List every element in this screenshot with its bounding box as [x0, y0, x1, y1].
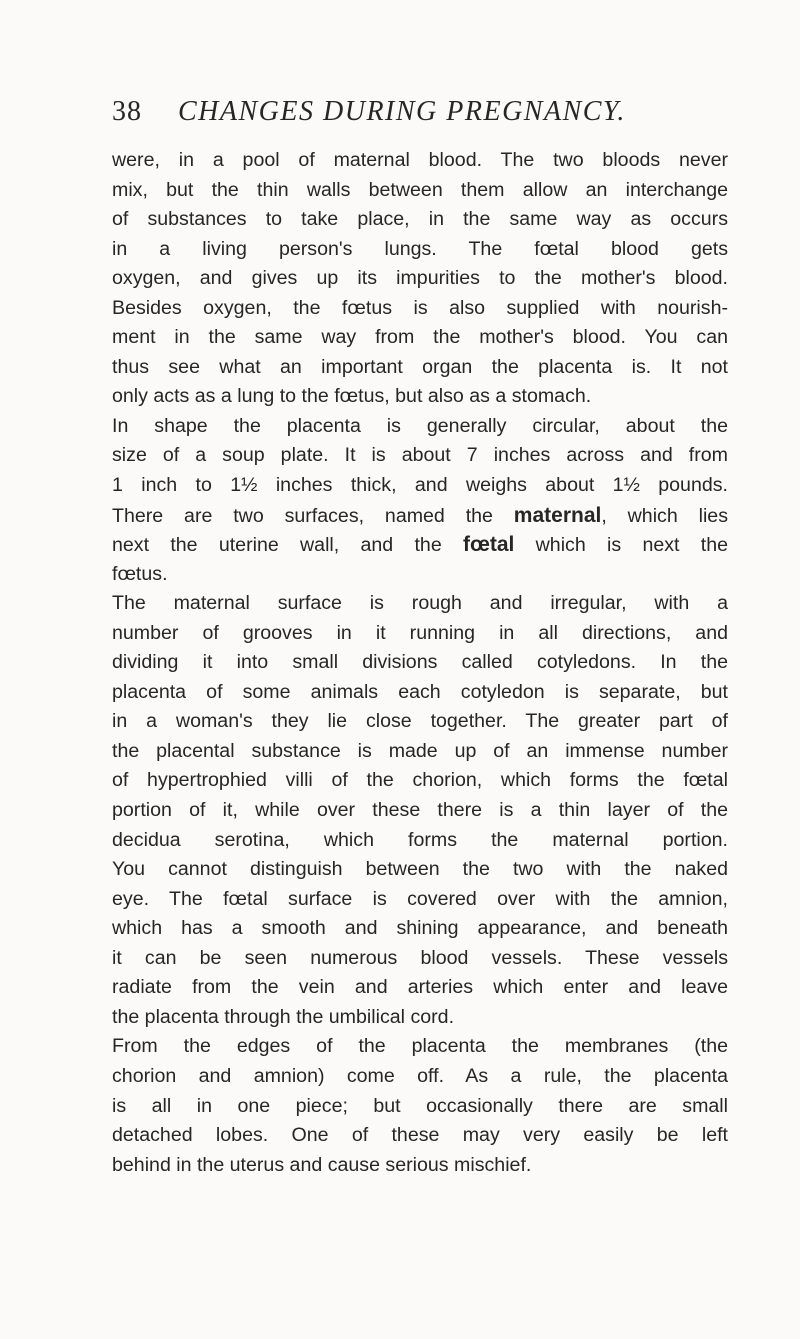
text-fragment: , which lies — [601, 504, 728, 527]
text-fragment: which is next the — [514, 534, 729, 557]
text-line: dividing it into small divisions called cotyledons. In the — [112, 651, 728, 674]
page-number: 38 — [112, 96, 142, 127]
text-line: The maternal surface is rough and irregular, with a — [112, 592, 728, 615]
term-maternal: maternal — [513, 503, 602, 527]
text-line: fœtus. — [112, 562, 168, 585]
text-line: decidua serotina, which forms the maternal portion. — [112, 828, 728, 851]
text-line: the placental substance is made up of an immense number — [112, 739, 728, 762]
text-line: in a woman's they lie close together. The greater part of — [112, 710, 728, 733]
text-line: In shape the placenta is generally circular, about the — [112, 414, 728, 437]
text-line: portion of it, while over these there is a thin layer of the — [112, 799, 728, 822]
text-line: Besides oxygen, the fœtus is also supplied with nourish- — [112, 296, 728, 319]
text-line: ment in the same way from the mother's blood. You can — [112, 326, 728, 349]
text-line: oxygen, and gives up its impurities to the mother's blood. — [112, 267, 728, 290]
text-line: number of grooves in it running in all directions, and — [112, 621, 728, 644]
text-line: of hypertrophied villi of the chorion, which forms the fœtal — [112, 769, 728, 792]
text-line: detached lobes. One of these may very easily be left — [112, 1124, 728, 1147]
text-line: were, in a pool of maternal blood. The two bloods never — [112, 149, 728, 171]
text-fragment: There are two surfaces, named the — [112, 504, 493, 527]
text-line: placenta of some animals each cotyledon is separate, but — [112, 680, 728, 703]
body-text — [112, 146, 728, 1180]
text-line: of substances to take place, in the same way as occurs — [112, 208, 728, 231]
text-line: eye. The fœtal surface is covered over with the amnion, — [112, 887, 728, 910]
chapter-title: CHANGES DURING PREGNANCY. — [178, 96, 626, 127]
text-line: in a living person's lungs. The fœtal blood gets — [112, 237, 728, 260]
text-line: only acts as a lung to the fœtus, but also as a stomach. — [112, 385, 592, 408]
text-line: You cannot distinguish between the two with the naked — [112, 858, 728, 881]
text-line: which has a smooth and shining appearance, and beneath — [112, 917, 728, 940]
running-head — [112, 92, 712, 132]
term-foetal: fœtal — [463, 533, 515, 557]
text-line: the placenta through the umbilical cord. — [112, 1005, 455, 1028]
text-line: radiate from the vein and arteries which enter and leave — [112, 976, 728, 999]
text-line-with-term — [112, 530, 728, 560]
text-line: chorion and amnion) come off. As a rule, the placenta — [112, 1064, 728, 1087]
text-line: behind in the uterus and cause serious mischief. — [112, 1153, 532, 1176]
text-fragment: next the uterine wall, and the — [112, 534, 442, 557]
text-line: is all in one piece; but occasionally there are small — [112, 1094, 728, 1117]
text-line: From the edges of the placenta the membranes (the — [112, 1035, 728, 1058]
text-line: size of a soup plate. It is about 7 inches across and from — [112, 444, 728, 467]
text-line: 1 inch to 1½ inches thick, and weighs about 1½ pounds. — [112, 474, 728, 497]
text-line: mix, but the thin walls between them allow an interchange — [112, 178, 728, 201]
text-line-with-term — [112, 501, 728, 531]
text-line: it can be seen numerous blood vessels. These vessels — [112, 946, 728, 969]
text-line: thus see what an important organ the placenta is. It not — [112, 355, 728, 378]
